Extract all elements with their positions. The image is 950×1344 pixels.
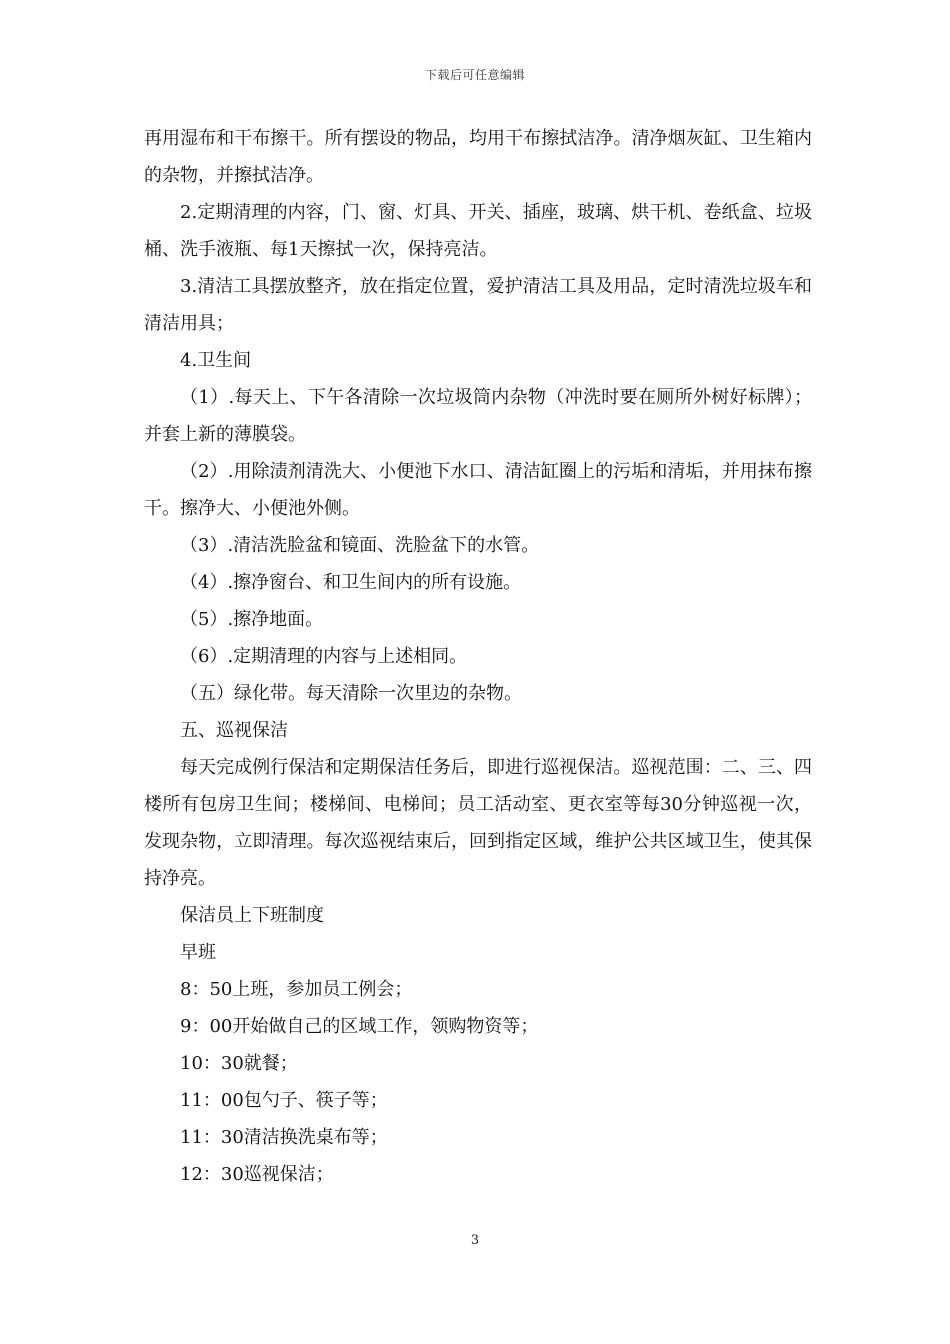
heading-shift-system: 保洁员上下班制度 [180, 905, 324, 926]
paragraph-patrol-cleaning: 每天完成例行保洁和定期保洁任务后，即进行巡视保洁。巡视范围：二、三、四楼所有包房卫生间；楼梯间、电梯间；员工活动室、更衣室等每30分钟巡视一次，发现杂物，立即清理。每次巡视结束后，回到指定区域，维护公共区域卫生，使其保持净亮。 [144, 757, 812, 889]
schedule-item-1100: 11：00包勺子、筷子等； [180, 1090, 388, 1111]
list-item-restroom-2: （2）.用除渍剂清洗大、小便池下水口、清洁缸圈上的污垢和清垢，并用抹布擦干。擦净大、小便池外侧。 [144, 461, 812, 519]
list-item-restroom-1: （1）.每天上、下午各清除一次垃圾筒内杂物（冲洗时要在厕所外树好标牌）；并套上新的薄膜袋。 [144, 387, 812, 445]
heading-restroom: 4.卫生间 [180, 350, 252, 371]
paragraph-tools: 3.清洁工具摆放整齐，放在指定位置，爱护清洁工具及用品，定时清洗垃圾车和清洁用具； [144, 276, 812, 334]
list-item-restroom-3: （3）.清洁洗脸盆和镜面、洗脸盆下的水管。 [180, 535, 540, 556]
paragraph-cleaning-wipe: 再用湿布和干布擦干。所有摆设的物品，均用干布擦拭洁净。清净烟灰缸、卫生箱内的杂物，并擦拭洁净。 [144, 128, 812, 186]
heading-patrol-cleaning: 五、巡视保洁 [180, 720, 288, 741]
paragraph-periodic-cleaning: 2.定期清理的内容，门、窗、灯具、开关、插座，玻璃、烘干机、卷纸盒、垃圾桶、洗手液瓶、每1天擦拭一次，保持亮洁。 [144, 202, 812, 260]
page-number: 3 [470, 1233, 480, 1248]
list-item-restroom-4: （4）.擦净窗台、和卫生间内的所有设施。 [180, 572, 522, 593]
heading-morning-shift: 早班 [180, 942, 216, 963]
paragraph-green-belt: （五）绿化带。每天清除一次里边的杂物。 [180, 683, 522, 704]
list-item-restroom-5: （5）.擦净地面。 [180, 609, 324, 630]
list-item-restroom-6: （6）.定期清理的内容与上述相同。 [180, 646, 468, 667]
page-header: 下载后可任意编辑 [424, 68, 525, 82]
schedule-item-1130: 11：30清洁换洗桌布等； [180, 1127, 388, 1148]
document-body [144, 120, 812, 1193]
schedule-item-0850: 8：50上班，参加员工例会； [180, 979, 413, 1000]
schedule-item-0900: 9：00开始做自己的区域工作，领购物资等； [180, 1016, 539, 1037]
schedule-item-1230: 12：30巡视保洁； [180, 1164, 334, 1185]
schedule-item-1030: 10：30就餐； [180, 1053, 298, 1074]
